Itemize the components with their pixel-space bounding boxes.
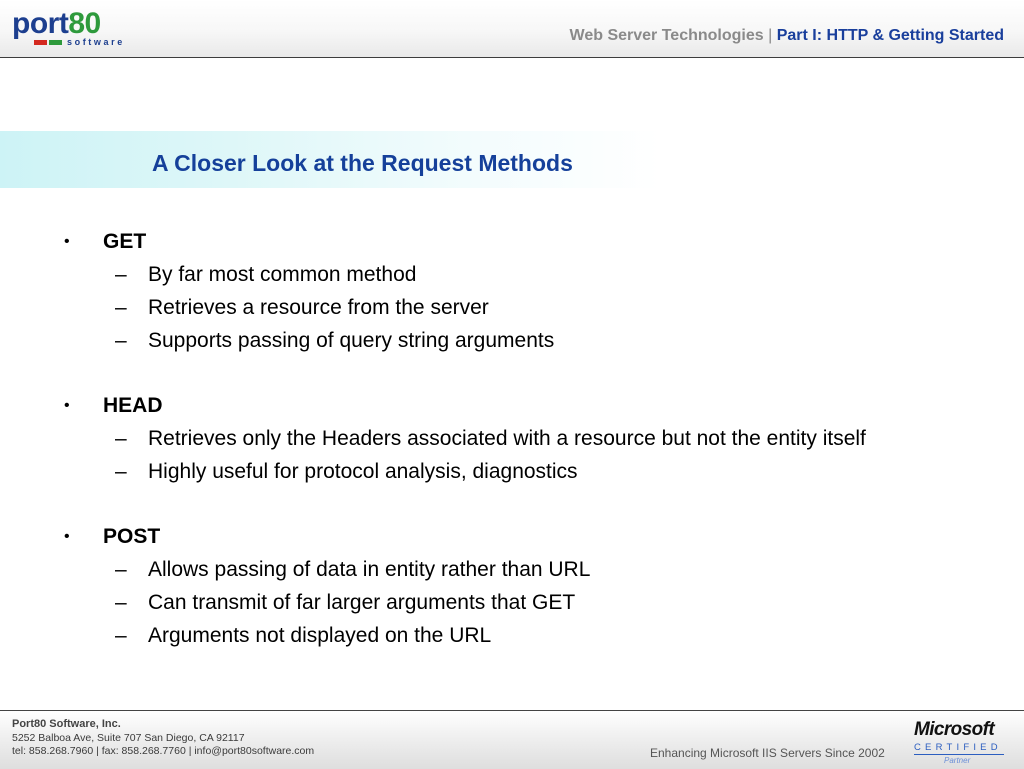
sub-bullet-text: Allows passing of data in entity rather than URL xyxy=(148,558,591,581)
sub-bullet-text: Highly useful for protocol analysis, diagnostics xyxy=(148,460,578,483)
logo-subtitle: software xyxy=(67,37,125,47)
badge-brand: Microsoft xyxy=(914,719,995,740)
bullet-marker: • xyxy=(64,528,70,545)
breadcrumb-course: Web Server Technologies xyxy=(569,27,764,44)
badge-certified: CERTIFIED xyxy=(914,742,1002,753)
sub-bullet-marker: – xyxy=(115,296,127,319)
slide-title: A Closer Look at the Request Methods xyxy=(152,150,573,176)
logo-word-80: 80 xyxy=(68,7,101,40)
sub-bullet-marker: – xyxy=(115,329,127,352)
bullet-label: HEAD xyxy=(103,394,163,417)
sub-bullet-marker: – xyxy=(115,263,127,286)
footer-address: 5252 Balboa Ave, Suite 707 San Diego, CA 92117 xyxy=(12,732,245,744)
footer-company: Port80 Software, Inc. xyxy=(12,718,121,730)
bullet-marker: • xyxy=(64,233,70,250)
sub-bullet-text: Supports passing of query string arguments xyxy=(148,329,555,352)
logo-word-port: port xyxy=(12,7,69,40)
sub-bullet-marker: – xyxy=(115,591,127,614)
badge-divider xyxy=(914,754,1004,755)
microsoft-certified-partner-logo xyxy=(910,719,1010,767)
breadcrumb-part: Part I: HTTP & Getting Started xyxy=(776,27,1004,44)
sub-bullet-marker: – xyxy=(115,558,127,581)
bullet-label: GET xyxy=(103,230,147,253)
bullet-label: POST xyxy=(103,525,161,548)
sub-bullet-text: Retrieves only the Headers associated with a resource but not the entity itself xyxy=(148,427,866,450)
slide-footer xyxy=(0,710,1024,769)
footer-contact: tel: 858.268.7960 | fax: 858.268.7760 | info@port80software.com xyxy=(12,745,315,757)
footer-tagline: Enhancing Microsoft IIS Servers Since 2002 xyxy=(650,746,885,760)
sub-bullet-marker: – xyxy=(115,460,127,483)
badge-partner: Partner xyxy=(944,756,971,765)
sub-bullet-text: By far most common method xyxy=(148,263,417,286)
sub-bullet-text: Retrieves a resource from the server xyxy=(148,296,489,319)
sub-bullet-marker: – xyxy=(115,624,127,647)
sub-bullet-text: Arguments not displayed on the URL xyxy=(148,624,492,647)
sub-bullet-marker: – xyxy=(115,427,127,450)
bullet-marker: • xyxy=(64,397,70,414)
breadcrumb-separator: | xyxy=(768,27,773,44)
sub-bullet-text: Can transmit of far larger arguments that GET xyxy=(148,591,576,614)
